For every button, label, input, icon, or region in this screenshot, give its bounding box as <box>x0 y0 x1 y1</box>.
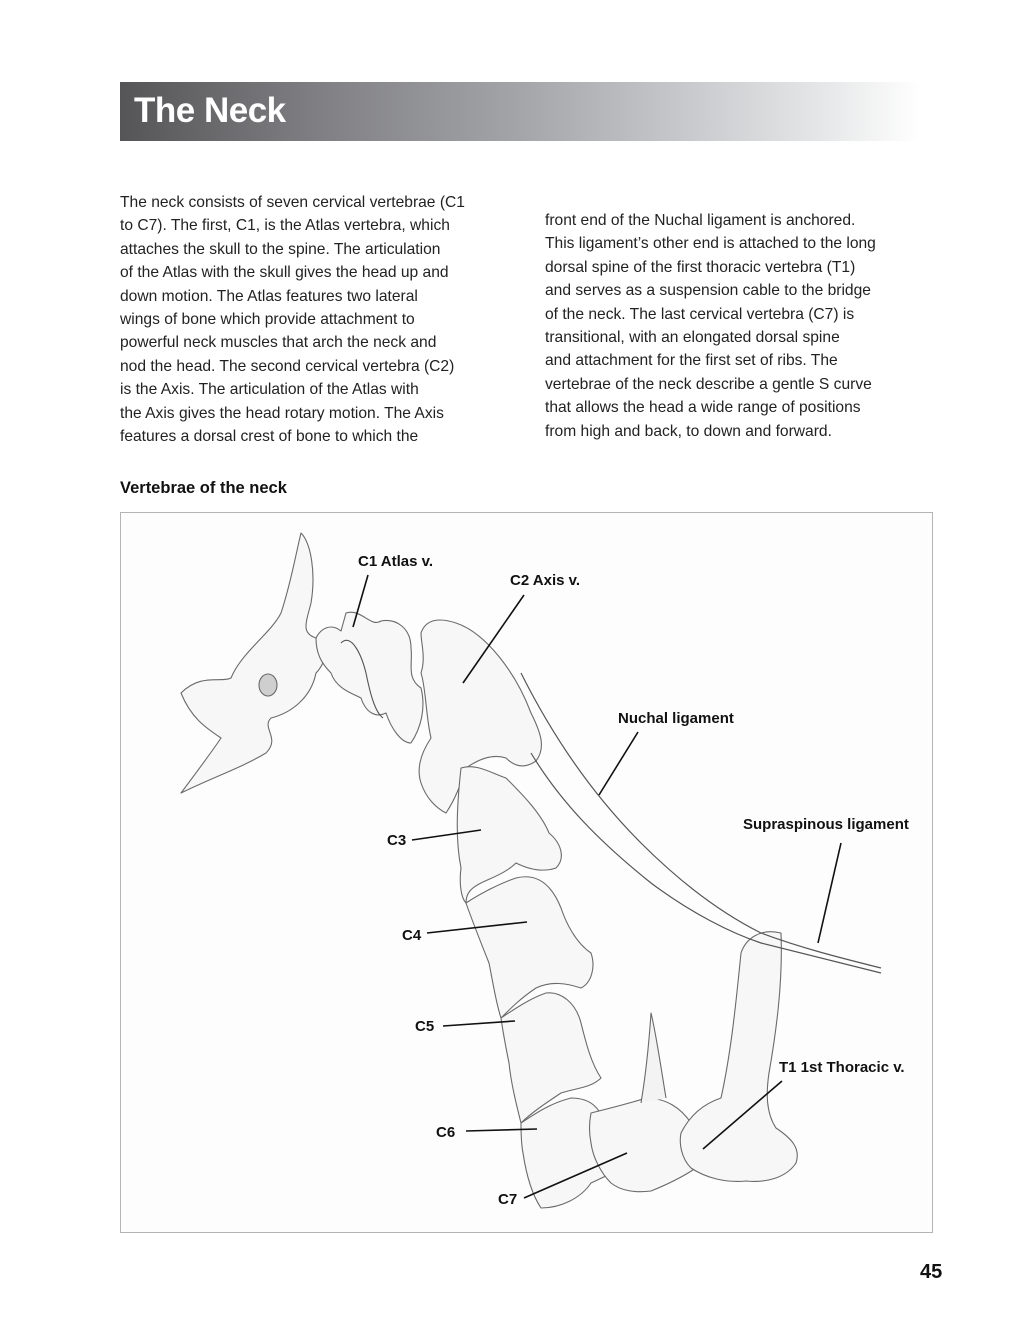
skull-shape <box>181 533 325 793</box>
text-line: to C7). The first, C1, is the Atlas vertebra, which <box>120 217 450 235</box>
text-line: and attachment for the first set of ribs. The <box>545 352 838 370</box>
text-line: nod the head. The second cervical vertebra (C2) <box>120 357 455 375</box>
label-c7: C7 <box>498 1191 518 1208</box>
text-line: and serves as a suspension cable to the bridge <box>545 282 871 300</box>
text-line: features a dorsal crest of bone to which the <box>120 428 419 446</box>
text-line: of the neck. The last cervical vertebra (C7) is <box>545 305 855 323</box>
nuchal-ligament-lower <box>531 753 881 973</box>
text-line: This ligament’s other end is attached to the long <box>545 235 876 253</box>
label-c3: C3 <box>387 832 407 849</box>
page-title: The Neck <box>134 91 286 130</box>
vertebrae-drawing <box>121 513 933 1233</box>
label-supraspinous-ligament: Supraspinous ligament <box>743 816 909 833</box>
neck-vertebrae-illustration <box>120 512 933 1233</box>
page-number: 45 <box>920 1261 943 1283</box>
c4-shape <box>466 877 593 1018</box>
body-text-right-column <box>545 209 925 443</box>
label-c5: C5 <box>415 1018 435 1035</box>
text-line: dorsal spine of the first thoracic vertebra (T1) <box>545 258 856 276</box>
body-text-left-column <box>120 191 500 448</box>
text-line: the Axis gives the head rotary motion. The Axis <box>120 404 444 422</box>
label-c6: C6 <box>436 1124 456 1141</box>
text-line: vertebrae of the neck describe a gentle S curve <box>545 375 872 393</box>
text-line: powerful neck muscles that arch the neck and <box>120 334 437 352</box>
text-line: of the Atlas with the skull gives the head up and <box>120 264 449 282</box>
text-line: transitional, with an elongated dorsal spine <box>545 329 840 347</box>
c1-atlas-shape <box>316 612 423 743</box>
label-t1-thoracic: T1 1st Thoracic v. <box>779 1059 905 1076</box>
text-line: from high and back, to down and forward. <box>545 422 832 440</box>
text-line: that allows the head a wide range of positions <box>545 399 861 417</box>
text-line: The neck consists of seven cervical vertebrae (C1 <box>120 194 465 211</box>
label-c2-axis: C2 Axis v. <box>510 572 581 589</box>
label-c4: C4 <box>402 927 422 944</box>
section-title-bar <box>120 82 920 141</box>
label-nuchal-ligament: Nuchal ligament <box>618 710 734 727</box>
label-c1-atlas: C1 Atlas v. <box>358 553 434 570</box>
text-line: wings of bone which provide attachment to <box>120 311 415 329</box>
text-line: down motion. The Atlas features two lateral <box>120 287 418 305</box>
figure-caption: Vertebrae of the neck <box>120 479 287 497</box>
text-line: front end of the Nuchal ligament is anchored. <box>545 212 856 229</box>
text-line: attaches the skull to the spine. The articulation <box>120 240 441 258</box>
text-line: is the Axis. The articulation of the Atlas with <box>120 381 419 399</box>
t1-shape <box>680 932 797 1182</box>
